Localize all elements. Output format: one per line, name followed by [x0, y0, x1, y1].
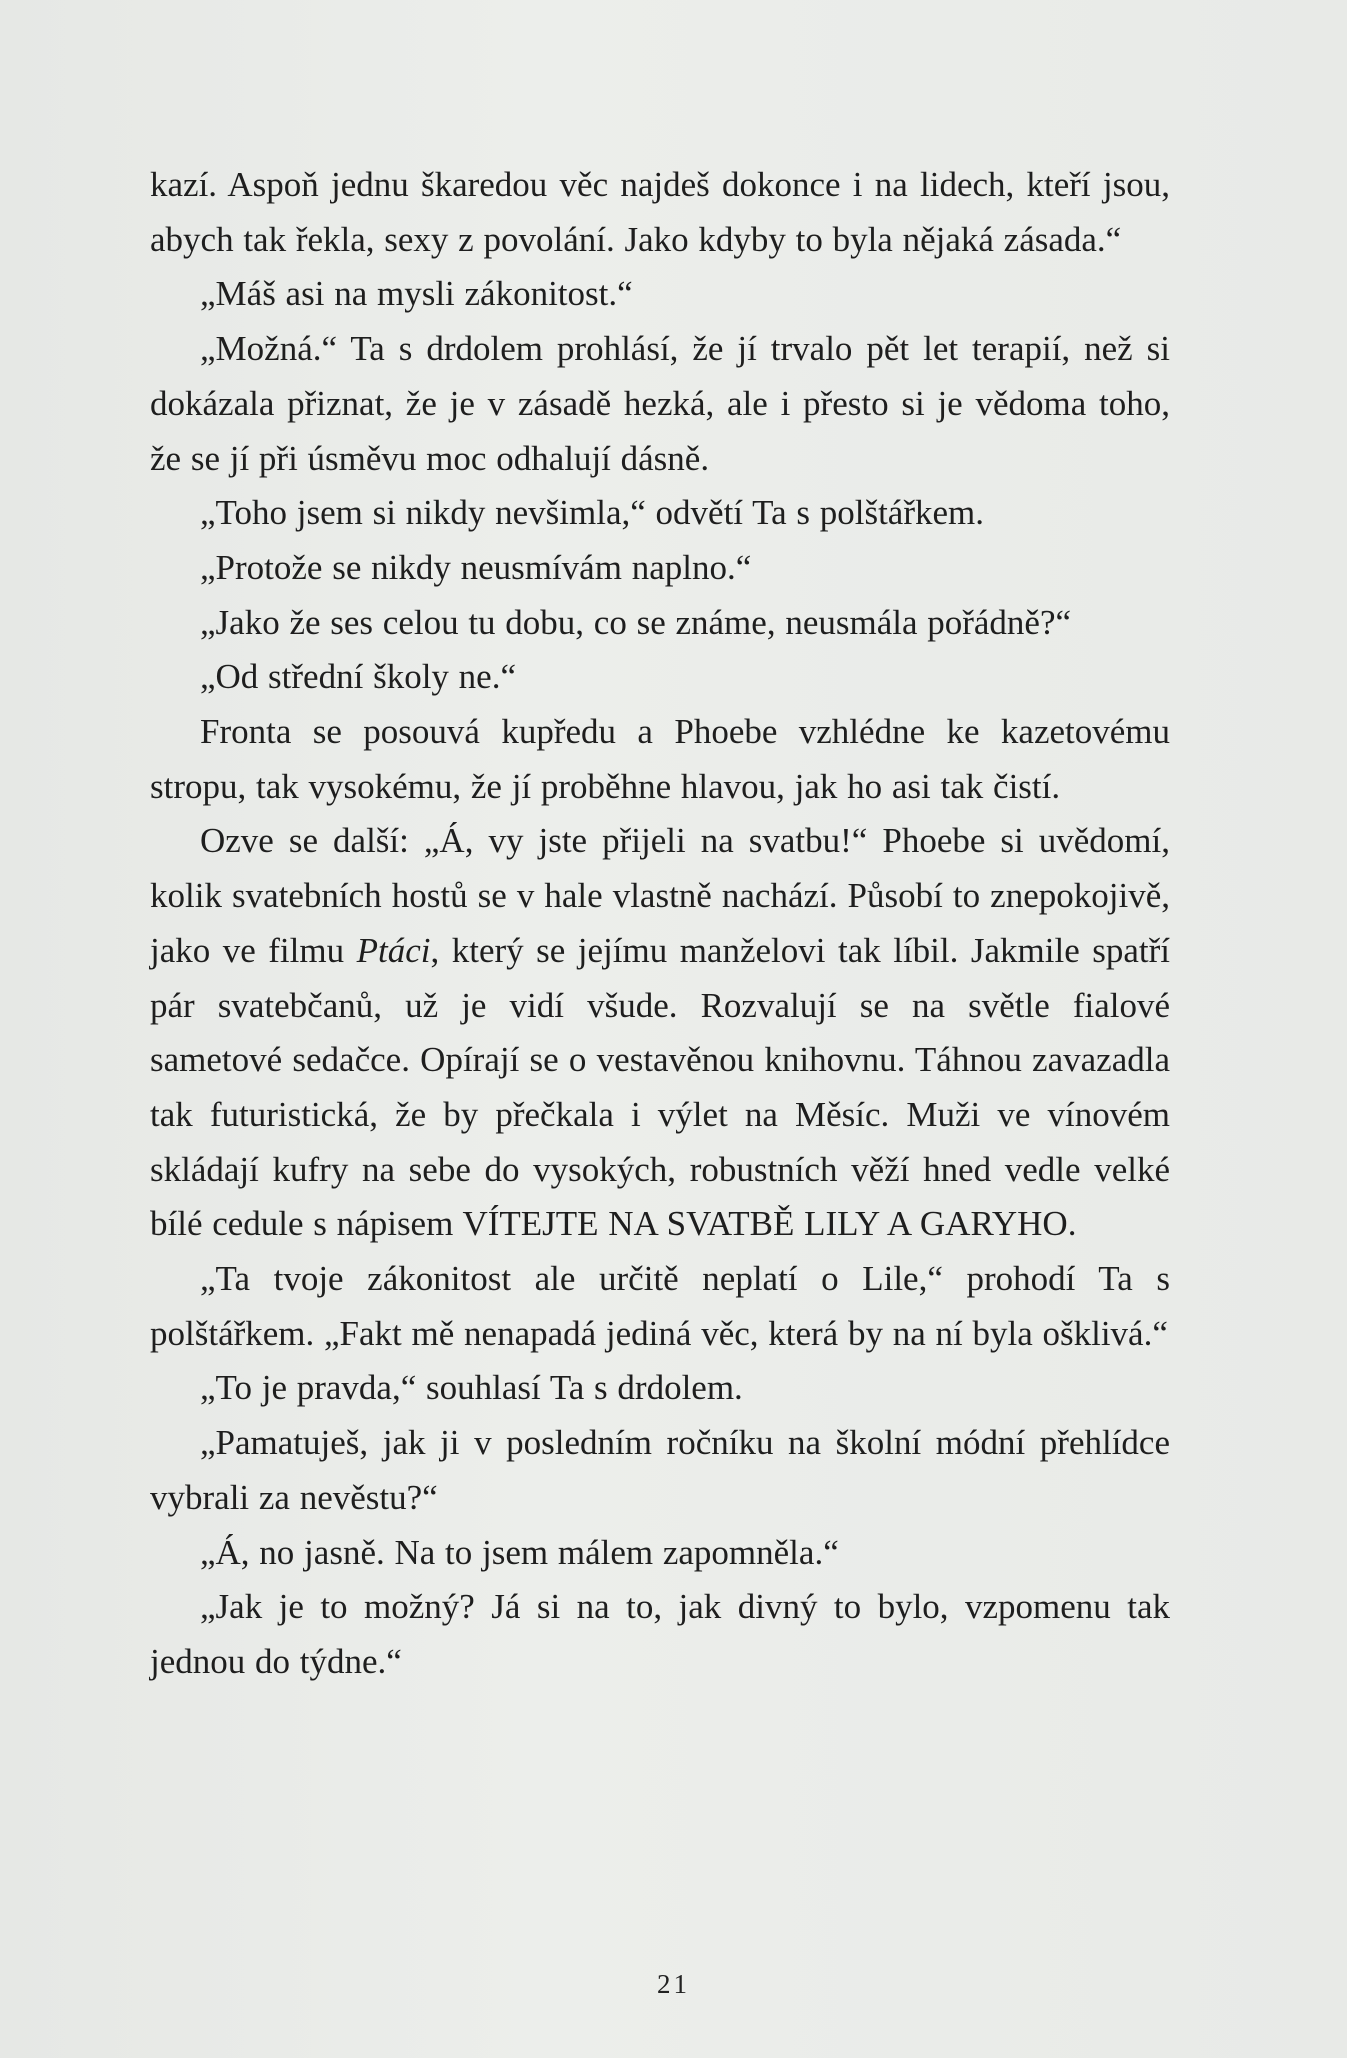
paragraph: „To je pravda,“ souhlasí Ta s drdolem.	[200, 1368, 743, 1408]
paragraph: „Jak je to možný? Já si na to, jak divný to bylo, vzpomenu tak jednou do týdne.“	[150, 1587, 1170, 1681]
paragraph-text: , který se jejímu manželovi tak líbil. Jakmile spatří pár svatebčanů, už je vidí všude. Rozvalují se na světle fialové sametové sedačce. Opírají se o vestavěnou knihovnu. Táhnou zavazadla tak futuristická, že by přečkala i výlet na Měsíc. Muži ve vínovém skládají kufry na sebe do vysokých, robustních věží hned vedle velké bílé cedule s nápisem VÍTEJTE NA SVATBĚ LILY A GARYHO.	[150, 930, 1170, 1244]
paragraph: „Jako že ses celou tu dobu, co se známe, neusmála pořádně?“	[200, 602, 1072, 642]
paragraph	[150, 814, 1170, 1252]
paragraph: „Máš asi na mysli zákonitost.“	[200, 274, 633, 314]
paragraph: „Protože se nikdy neusmívám naplno.“	[200, 547, 752, 587]
paragraph: „Á, no jasně. Na to jsem málem zapomněla.“	[200, 1532, 839, 1572]
film-title: Ptáci	[356, 930, 431, 970]
paragraph: „Ta tvoje zákonitost ale určitě neplatí o Lile,“ prohodí Ta s polštářkem. „Fakt mě nenapadá jediná věc, která by na ní byla ošklivá.“	[150, 1259, 1170, 1353]
paragraph: „Toho jsem si nikdy nevšimla,“ odvětí Ta s polštářkem.	[200, 493, 984, 533]
paragraph: „Od střední školy ne.“	[200, 657, 516, 697]
body-text	[150, 158, 1170, 1690]
paragraph: kazí. Aspoň jednu škaredou věc najdeš dokonce i na lidech, kteří jsou, abych tak řekla, sexy z povolání. Jako kdyby to byla nějaká zásada.“	[150, 165, 1170, 259]
paragraph: „Možná.“ Ta s drdolem prohlásí, že jí trvalo pět let terapií, než si dokázala přiznat, že je v zásadě hezká, ale i přesto si je vědoma toho, že se jí při úsměvu moc odhalují dásně.	[150, 329, 1170, 478]
paragraph: „Pamatuješ, jak ji v posledním ročníku na školní módní přehlídce vybrali za nevěstu?“	[150, 1423, 1170, 1517]
paragraph: Fronta se posouvá kupředu a Phoebe vzhlédne ke kazetovému stropu, tak vysokému, že jí proběhne hlavou, jak ho asi tak čistí.	[150, 712, 1170, 806]
page-number: 21	[657, 1969, 690, 1999]
paragraph-text: Ozve se další: „Á, vy jste přijeli na svatbu!“ Phoebe si uvědomí, kolik svatebních hostů se v hale vlastně nachází. Působí to znepokojivě, jako ve filmu	[150, 821, 1170, 970]
